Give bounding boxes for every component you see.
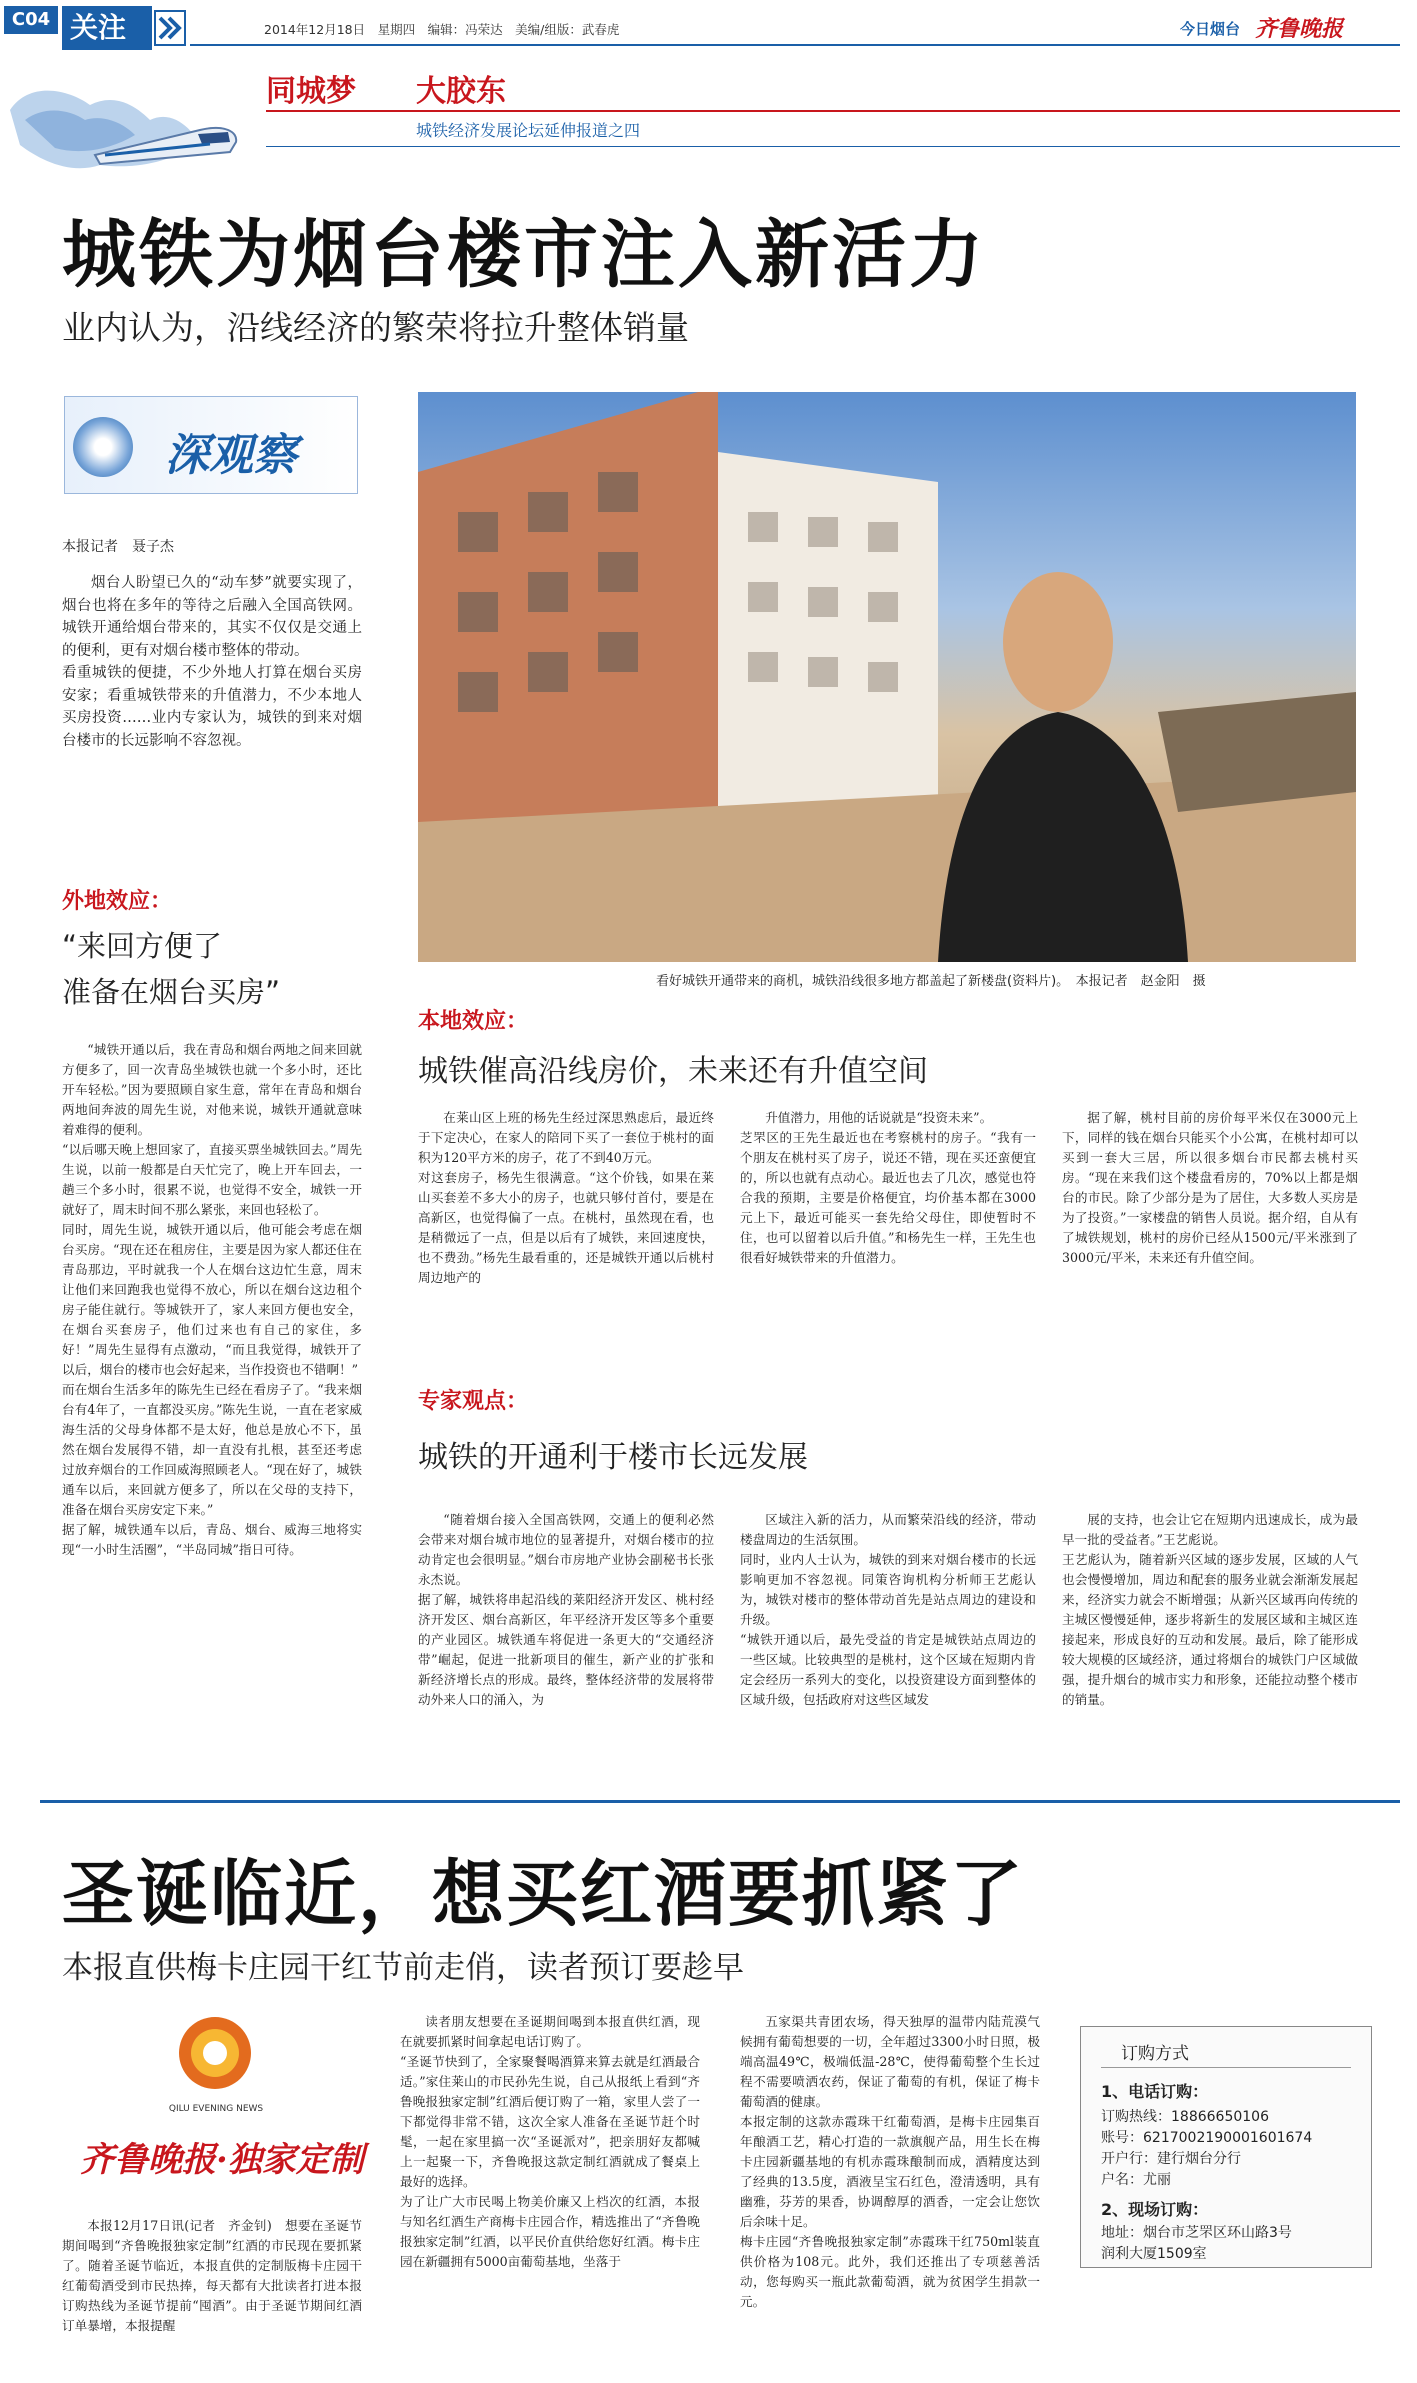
masthead-rule [190, 44, 1400, 46]
section3-col2: 区域注入新的活力，从而繁荣沿线的经济，带动楼盘周边的生活氛围。 同时，业内人士认为，城铁的到来对烟台楼市的长远影响更加不容忽视。同策咨询机构分析师王艺彪认为，城铁对楼市的整体带动首先是站点周边的建设和升级。 “城铁开通以后，最先受益的肯定是城铁站点周边的一些区域。比较典型的是桃村，这个区域在短期内肯定会经历一系列大的变化，以投资建设方面到整体的区域升级，包括政府对这些区域发 [740, 1512, 1036, 1707]
order-address: 地址：烟台市芝罘区环山路3号 [1101, 2225, 1292, 2241]
headline: 城铁为烟台楼市注入新活力 [62, 212, 986, 298]
column-logo-text: 深观察 [165, 430, 297, 481]
section2-tag: 本地效应： [418, 1009, 529, 1034]
lead-paragraph: 烟台人盼望已久的“动车梦”就要实现了，烟台也将在多年的等待之后融入全国高铁网。城铁开通给烟台带来的，其实不仅仅是交通上的便利，更有对烟台楼市整体的带动。 看重城铁的便捷，不少外地人打算在烟台买房安家；看重城铁带来的升值潜力，不少本地人买房投资……业内专家认为，城铁的到来对烟台楼市的长远影响不容忽视。 [62, 575, 362, 749]
order-bank: 开户行：建行烟台分行 [1101, 2151, 1241, 2167]
article2-headline: 圣诞临近，想买红酒要抓紧了 [62, 1852, 1025, 1936]
paper-name: 今日烟台 [1180, 20, 1241, 38]
news-photo [418, 392, 1356, 962]
order-phone-heading: 1、电话订购： [1101, 2082, 1209, 2101]
article2-col2: 读者朋友想要在圣诞期间喝到本报直供红酒，现在就要抓紧时间拿起电话订购了。 “圣诞节快到了，全家聚餐喝酒算来算去就是红酒最合适。”家住莱山的市民孙先生说，自己从报纸上看到“齐鲁晚报独家定制”红酒后便订购了一箱，家里人尝了一下都觉得非常不错，这次全家人准备在圣诞节赶个时髦，一起在家里搞一次“圣诞派对”，把亲朋好友都喊上一起聚一下，齐鲁晚报这款定制红酒就成了餐桌上最好的选择。 为了让广大市民喝上物美价廉又上档次的红酒，本报与知名红酒生产商梅卡庄园合作，精选推出了“齐鲁晚报独家定制”红酒，以平民价直供给您好红酒。梅卡庄园在新疆拥有5000亩葡萄基地，坐落于 [400, 2014, 700, 2269]
sunburst-logo-icon [160, 2008, 270, 2103]
order-account: 账号：6217002190001601674 [1101, 2130, 1313, 2146]
page-number: C04 [4, 6, 58, 34]
section1-title-2: 准备在烟台买房” [62, 975, 281, 1009]
order-title: 订购方式 [1121, 2044, 1189, 2064]
series-rule [266, 110, 1400, 112]
order-onsite-lines [1101, 2223, 1292, 2265]
order-phone-lines [1101, 2107, 1312, 2191]
article2-col1: 本报12月17日讯(记者 齐金钊) 想要在圣诞节期间喝到“齐鲁晚报独家定制”红酒的市民现在要抓紧了。随着圣诞节临近，本报直供的定制版梅卡庄园干红葡萄酒受到市民热捧，每天都有大批读者打进本报订购热线为圣诞节提前“囤酒”。由于圣诞节期间红酒订单暴增，本报提醒 [62, 2218, 362, 2333]
logo-english: QILU EVENING NEWS [168, 2104, 264, 2114]
photo-caption: 看好城铁开通带来的商机，城铁沿线很多地方都盖起了新楼盘(资料片)。 本报记者 赵金阳 摄 [656, 974, 1206, 989]
section3-col3: 展的支持，也会让它在短期内迅速成长，成为最早一批的受益者。”王艺彪说。 王艺彪认为，随着新兴区域的逐步发展，区域的人气也会慢慢增加，周边和配套的服务业就会渐渐发展起来，经济实力就会不断增强；从新兴区域再向传统的主城区慢慢延伸，逐步将新生的发展区域和主城区连接起来，形成良好的互动和发展。最后，除了能形成较大规模的区域经济，通过将烟台的城铁门户区域做强，提升烟台的城市实力和形象，还能拉动整个楼市的销量。 [1062, 1512, 1358, 1707]
section1-tag: 外地效应： [62, 889, 173, 914]
arrow-icon [154, 10, 186, 46]
section2-col1: 在莱山区上班的杨先生经过深思熟虑后，最近终于下定决心，在家人的陪同下买了一套位于桃村的面积为120平方米的房子，花了不到40万元。 对这套房子，杨先生很满意。“这个价钱，如果在莱山买套差不多大小的房子，也就只够付首付，要是在高新区，也觉得偏了一点。在桃村，虽然现在看，也是稍微远了一点，但是以后有了城铁，来回速度快，也不费劲。”杨先生最看重的，还是城铁开通以后桃村周边地产的 [418, 1110, 714, 1285]
brand-logo: 齐鲁晚报 [1255, 16, 1344, 42]
series-rule-2 [266, 146, 1400, 147]
column-logo [64, 396, 358, 494]
section2-col2: 升值潜力，用他的话说就是“投资未来”。 芝罘区的王先生最近也在考察桃村的房子。“我有一个朋友在桃村买了房子，说还不错，现在买还蛮便宜的，所以也就有点动心。最近也去了几次，感觉也符合我的预期，主要是价格便宜，均价基本都在3000元上下，最近可能买一套先给父母住，即使暂时不住，也可以留着以后升值。”和杨先生一样，王先生也很看好城铁带来的升值潜力。 [740, 1110, 1036, 1265]
section3-col1: “随着烟台接入全国高铁网，交通上的便利必然会带来对烟台城市地位的显著提升，对烟台楼市的拉动肯定也会很明显。”烟台市房地产业协会副秘书长张永杰说。 据了解，城铁将串起沿线的莱阳经济开发区、桃村经济开发区、烟台高新区，年平经济开发区等多个重要的产业园区。城铁通车将促进一条更大的“交通经济带”崛起，促进一批新项目的催生，新产业的扩张和新经济增长点的形成。最终，整体经济带的发展将带动外来人口的涌入，为 [418, 1512, 714, 1707]
train-icon [90, 100, 240, 170]
exclusive-banner: 齐鲁晚报·独家定制 [80, 2140, 364, 2180]
order-box [1080, 2026, 1372, 2268]
camera-icon [73, 417, 133, 477]
order-hotline: 订购热线：18866650106 [1101, 2109, 1269, 2125]
section-label: 关注 [62, 6, 152, 50]
byline: 本报记者 聂子杰 [62, 539, 174, 555]
article-divider [40, 1800, 1400, 1803]
article2-subheadline: 本报直供梅卡庄园干红节前走俏，读者预订要趁早 [62, 1950, 744, 1986]
series-subtitle: 城铁经济发展论坛延伸报道之四 [416, 121, 641, 140]
series-title-1: 同城梦 [266, 74, 356, 109]
section1-text: “城铁开通以后，我在青岛和烟台两地之间来回就方便多了，回一次青岛坐城铁也就一个多小时，还比开车轻松。”因为要照顾自家生意，常年在青岛和烟台两地间奔波的周先生说，对他来说，城铁开通就意味着难得的便利。 “以后哪天晚上想回家了，直接买票坐城铁回去。”周先生说，以前一般都是白天忙完了，晚上开车回去，一趟三个多小时，很累不说，也觉得不安全，城铁一开就好了，周末时间不那么紧张，来回也轻松了。 同时，周先生说，城铁开通以后，他可能会考虑在烟台买房。“现在还在租房住，主要是因为家人都还住在青岛那边，平时就我一个人在烟台这边忙生意，周末让他们来回跑我也觉得不放心，所以在烟台这边租个房子能住就行。等城铁开了，家人来回方便也安全，在烟台买套房子，他们过来也有自己的家住，多好！”周先生显得有点激动，“而且我觉得，城铁开了以后，烟台的楼市也会好起来，当作投资也不错啊！” 而在烟台生活多年的陈先生已经在看房子了。“我来烟台有4年了，一直都没买房。”陈先生说，一直在老家威海生活的父母身体都不是太好，他总是放心不下，虽然在烟台发展得不错，却一直没有扎根，甚至还考虑过放弃烟台的工作回威海照顾老人。“现在好了，城铁通车以后，来回就方便多了，所以在父母的支持下，准备在烟台买房安定下来。” 据了解，城铁通车以后，青岛、烟台、威海三地将实现“一小时生活圈”，“半岛同城”指日可待。 [62, 1042, 362, 1557]
order-onsite-heading: 2、现场订购： [1101, 2200, 1209, 2219]
order-address-2: 润利大厦1509室 [1101, 2246, 1207, 2262]
subheadline: 业内认为，沿线经济的繁荣将拉升整体销量 [62, 308, 689, 347]
section1-title-1: “来回方便了 [62, 929, 223, 963]
order-title-rule [1101, 2067, 1351, 2068]
section2-title: 城铁催高沿线房价，未来还有升值空间 [418, 1054, 928, 1089]
order-account-name: 户名：尤丽 [1101, 2172, 1171, 2188]
section3-tag: 专家观点： [418, 1389, 529, 1414]
date-line: 2014年12月18日 星期四 编辑：冯荣达 美编/组版：武春虎 [264, 22, 620, 37]
section2-col3: 据了解，桃村目前的房价每平米仅在3000元上下，同样的钱在烟台只能买个小公寓，在桃村却可以买到一套大三居，所以很多烟台市民都去桃村买房。“现在来我们这个楼盘看房的，70%以上都是烟台的市民。除了少部分是为了居住，大多数人买房是为了投资。”一家楼盘的销售人员说。据介绍，自从有了城铁规划，桃村的房价已经从1500元/平米涨到了3000元/平米，未来还有升值空间。 [1062, 1110, 1358, 1265]
series-title-2: 大胶东 [416, 74, 506, 109]
section3-title: 城铁的开通利于楼市长远发展 [418, 1440, 808, 1475]
article2-col3: 五家渠共青团农场，得天独厚的温带内陆荒漠气候拥有葡萄想要的一切，全年超过3300小时日照，极端高温49℃，极端低温-28℃，使得葡萄整个生长过程不需要喷洒农药，保证了葡萄的有机，保证了梅卡葡萄酒的健康。 本报定制的这款赤霞珠干红葡萄酒，是梅卡庄园集百年酿酒工艺，精心打造的一款旗舰产品，用生长在梅卡庄园新疆基地的有机赤霞珠酿制而成，酒精度达到了经典的13.5度，酒液呈宝石红色，澄清透明，具有幽雅，芬芳的果香，协调醇厚的酒香，一定会让您饮后余味十足。 梅卡庄园“齐鲁晚报独家定制”赤霞珠干红750ml装直供价格为108元。此外，我们还推出了专项慈善活动，您每购买一瓶此款葡萄酒，就为贫困学生捐款一元。 [740, 2014, 1040, 2309]
